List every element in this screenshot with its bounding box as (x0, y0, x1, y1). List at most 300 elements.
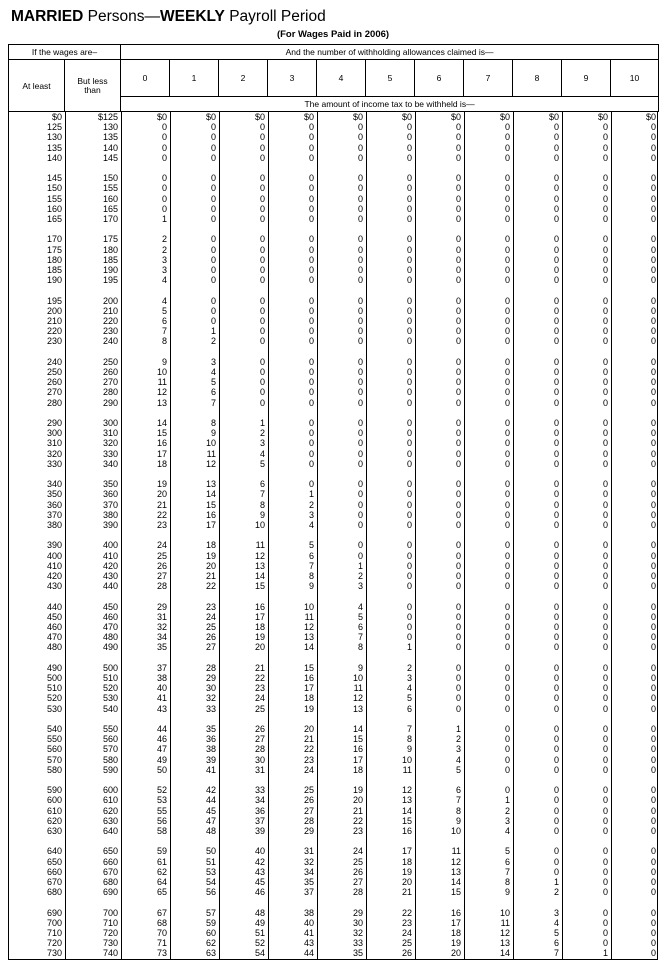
cell-withholding-8: 0 (553, 275, 559, 286)
cell-withholding-10: 0 (650, 928, 656, 939)
cell-withholding-7: 12 (499, 928, 510, 939)
cell-withholding-6: 15 (450, 887, 461, 898)
cell-withholding-2: 0 (259, 244, 265, 255)
cell-withholding-10: 0 (650, 254, 656, 265)
cell-withholding-6: 0 (455, 183, 461, 194)
cell-withholding-7: 0 (504, 754, 510, 765)
cell-at-least: 500 (46, 673, 62, 684)
cell-withholding-2: 8 (259, 499, 265, 510)
cell-at-least: 270 (46, 387, 62, 398)
cell-withholding-9: 0 (602, 448, 608, 459)
cell-withholding-10: 0 (650, 336, 656, 347)
cell-withholding-2: 0 (259, 254, 265, 265)
cell-withholding-8: 0 (553, 316, 559, 327)
cell-withholding-4: 2 (357, 571, 363, 582)
cell-withholding-0: 8 (161, 336, 167, 347)
cell-but-less-than: 660 (102, 856, 118, 867)
cell-withholding-5: 0 (406, 152, 412, 163)
cell-at-least: 540 (46, 724, 62, 735)
cell-withholding-5: 0 (406, 305, 412, 316)
cell-withholding-8: 0 (553, 571, 559, 582)
cell-withholding-5: 5 (406, 693, 412, 704)
cell-withholding-9: 0 (602, 214, 608, 225)
cell-withholding-5: 0 (406, 275, 412, 286)
cell-withholding-2: 0 (259, 326, 265, 337)
cell-withholding-5: 0 (406, 622, 412, 633)
cell-withholding-7: 6 (504, 856, 510, 867)
cell-withholding-6: 0 (455, 520, 461, 531)
cell-withholding-8: 0 (553, 203, 559, 214)
cell-withholding-3: 0 (308, 305, 314, 316)
cell-withholding-1: 32 (205, 693, 216, 704)
cell-withholding-7: 0 (504, 336, 510, 347)
cell-withholding-2: 15 (254, 581, 265, 592)
cell-but-less-than: 580 (102, 754, 118, 765)
cell-withholding-7: 0 (504, 693, 510, 704)
cell-withholding-1: 44 (205, 795, 216, 806)
cell-withholding-1: 45 (205, 805, 216, 816)
cell-withholding-5: 0 (406, 173, 412, 184)
cell-withholding-2: 0 (259, 336, 265, 347)
cell-but-less-than: 740 (102, 948, 118, 959)
cell-at-least: 165 (46, 214, 62, 225)
cell-withholding-0: 58 (156, 826, 167, 837)
cell-withholding-2: 24 (254, 693, 265, 704)
cell-at-least: 730 (46, 948, 62, 959)
cell-withholding-4: 0 (357, 438, 363, 449)
cell-withholding-6: 0 (455, 581, 461, 592)
cell-but-less-than: 380 (102, 509, 118, 520)
cell-withholding-9: 0 (602, 418, 608, 429)
cell-withholding-7: 0 (504, 785, 510, 796)
cell-withholding-0: 16 (156, 438, 167, 449)
cell-withholding-5: 24 (401, 928, 412, 939)
cell-withholding-6: 0 (455, 418, 461, 429)
cell-withholding-10: 0 (650, 499, 656, 510)
cell-withholding-1: 42 (205, 785, 216, 796)
cell-withholding-8: 0 (553, 418, 559, 429)
cell-but-less-than: 720 (102, 928, 118, 939)
cell-withholding-6: 20 (450, 948, 461, 959)
cell-withholding-4: 13 (352, 703, 363, 714)
cell-withholding-0: 29 (156, 601, 167, 612)
cell-withholding-10: 0 (650, 815, 656, 826)
cell-withholding-7: 0 (504, 234, 510, 245)
cell-withholding-0: 26 (156, 560, 167, 571)
cell-withholding-7: 0 (504, 744, 510, 755)
cell-withholding-1: 0 (210, 295, 216, 306)
cell-withholding-9: 0 (602, 846, 608, 857)
cell-withholding-10: 0 (650, 734, 656, 745)
cell-withholding-3: 31 (303, 846, 314, 857)
cell-withholding-0: 18 (156, 458, 167, 469)
cell-withholding-3: 21 (303, 734, 314, 745)
cell-withholding-2: 37 (254, 815, 265, 826)
cell-withholding-2: 25 (254, 703, 265, 714)
cell-withholding-10: 0 (650, 907, 656, 918)
cell-withholding-9: 0 (602, 785, 608, 796)
cell-but-less-than: 155 (102, 183, 118, 194)
cell-but-less-than: 500 (102, 662, 118, 673)
cell-withholding-4: 0 (357, 173, 363, 184)
cell-withholding-6: 3 (455, 744, 461, 755)
cell-withholding-7: 4 (504, 826, 510, 837)
cell-withholding-9: 0 (602, 142, 608, 153)
cell-withholding-3: 16 (303, 673, 314, 684)
header-allowance-9: 9 (562, 60, 611, 97)
cell-withholding-8: 0 (553, 173, 559, 184)
cell-withholding-1: 62 (205, 938, 216, 949)
cell-withholding-4: 9 (357, 662, 363, 673)
cell-withholding-1: 0 (210, 173, 216, 184)
cell-but-less-than: 135 (102, 132, 118, 143)
cell-withholding-2: 45 (254, 877, 265, 888)
cell-but-less-than: 680 (102, 877, 118, 888)
cell-withholding-9: 0 (602, 560, 608, 571)
cell-withholding-4: 0 (357, 254, 363, 265)
cell-withholding-8: 0 (553, 744, 559, 755)
cell-withholding-8: 0 (553, 754, 559, 765)
cell-withholding-0: 37 (156, 662, 167, 673)
cell-at-least: 560 (46, 744, 62, 755)
cell-withholding-7: 2 (504, 805, 510, 816)
cell-withholding-9: 0 (602, 305, 608, 316)
cell-withholding-4: 6 (357, 622, 363, 633)
cell-withholding-0: 50 (156, 764, 167, 775)
cell-withholding-8: 0 (553, 397, 559, 408)
cell-withholding-0: 24 (156, 540, 167, 551)
cell-withholding-4: 0 (357, 122, 363, 133)
cell-withholding-6: 0 (455, 336, 461, 347)
cell-withholding-7: 0 (504, 520, 510, 531)
cell-at-least: 460 (46, 622, 62, 633)
cell-withholding-1: 57 (205, 907, 216, 918)
cell-withholding-3: 10 (303, 601, 314, 612)
cell-at-least: 670 (46, 877, 62, 888)
cell-withholding-1: 54 (205, 877, 216, 888)
column-divider-3 (170, 112, 171, 959)
cell-withholding-8: 0 (553, 622, 559, 633)
cell-withholding-5: 0 (406, 611, 412, 622)
cell-withholding-2: 6 (259, 479, 265, 490)
cell-withholding-1: 5 (210, 377, 216, 388)
cell-withholding-5: 0 (406, 571, 412, 582)
cell-withholding-10: 0 (650, 611, 656, 622)
cell-withholding-1: 4 (210, 367, 216, 378)
cell-at-least: 240 (46, 356, 62, 367)
cell-but-less-than: 590 (102, 764, 118, 775)
cell-withholding-2: 36 (254, 805, 265, 816)
cell-withholding-8: 0 (553, 479, 559, 490)
cell-withholding-0: 13 (156, 397, 167, 408)
cell-but-less-than: 690 (102, 887, 118, 898)
cell-withholding-8: 0 (553, 550, 559, 561)
cell-withholding-7: 0 (504, 377, 510, 388)
header-but-less-line1: But less (77, 75, 108, 86)
cell-withholding-9: 0 (602, 632, 608, 643)
cell-withholding-7: 0 (504, 662, 510, 673)
cell-withholding-1: 23 (205, 601, 216, 612)
column-divider-2 (121, 112, 122, 959)
cell-withholding-10: 0 (650, 214, 656, 225)
cell-withholding-0: 55 (156, 805, 167, 816)
cell-at-least: 530 (46, 703, 62, 714)
cell-withholding-1: 28 (205, 662, 216, 673)
cell-withholding-3: 0 (308, 142, 314, 153)
cell-withholding-2: 0 (259, 275, 265, 286)
cell-withholding-5: 26 (401, 948, 412, 959)
cell-withholding-3: 5 (308, 540, 314, 551)
cell-withholding-4: 18 (352, 764, 363, 775)
cell-withholding-5: 0 (406, 336, 412, 347)
cell-withholding-5: 0 (406, 428, 412, 439)
cell-withholding-9: 0 (602, 917, 608, 928)
cell-withholding-9: 0 (602, 152, 608, 163)
cell-but-less-than: 185 (102, 254, 118, 265)
cell-withholding-1: 41 (205, 764, 216, 775)
cell-withholding-7: 0 (504, 499, 510, 510)
cell-withholding-8: 0 (553, 815, 559, 826)
cell-withholding-7: 0 (504, 764, 510, 775)
cell-withholding-3: 20 (303, 724, 314, 735)
cell-withholding-7: 0 (504, 581, 510, 592)
cell-at-least: 380 (46, 520, 62, 531)
cell-withholding-7: 0 (504, 724, 510, 735)
cell-withholding-5: 0 (406, 458, 412, 469)
cell-withholding-2: 26 (254, 724, 265, 735)
cell-withholding-6: 0 (455, 479, 461, 490)
cell-withholding-4: 33 (352, 938, 363, 949)
cell-withholding-2: 0 (259, 122, 265, 133)
cell-withholding-2: 43 (254, 866, 265, 877)
cell-withholding-5: 0 (406, 142, 412, 153)
cell-withholding-6: 0 (455, 234, 461, 245)
cell-withholding-2: 0 (259, 295, 265, 306)
cell-withholding-10: 0 (650, 509, 656, 520)
cell-at-least: 180 (46, 254, 62, 265)
cell-withholding-7: 0 (504, 316, 510, 327)
cell-withholding-0: 2 (161, 234, 167, 245)
cell-withholding-3: 0 (308, 152, 314, 163)
cell-withholding-1: 0 (210, 254, 216, 265)
cell-withholding-8: 0 (553, 611, 559, 622)
cell-withholding-7: 0 (504, 418, 510, 429)
cell-withholding-2: 0 (259, 387, 265, 398)
cell-withholding-8: 0 (553, 581, 559, 592)
cell-withholding-2: 17 (254, 611, 265, 622)
cell-withholding-5: 4 (406, 683, 412, 694)
header-row-columns (9, 60, 659, 97)
cell-at-least: 470 (46, 632, 62, 643)
cell-withholding-3: 0 (308, 387, 314, 398)
cell-withholding-7: 0 (504, 550, 510, 561)
cell-withholding-2: 30 (254, 754, 265, 765)
cell-withholding-1: 33 (205, 703, 216, 714)
cell-withholding-6: 0 (455, 203, 461, 214)
cell-but-less-than: 180 (102, 244, 118, 255)
cell-withholding-7: 1 (504, 795, 510, 806)
cell-withholding-6: 0 (455, 571, 461, 582)
cell-withholding-6: 0 (455, 601, 461, 612)
cell-but-less-than: 480 (102, 632, 118, 643)
cell-withholding-5: 20 (401, 877, 412, 888)
cell-withholding-7: 10 (499, 907, 510, 918)
cell-withholding-9: 0 (602, 428, 608, 439)
cell-withholding-2: 49 (254, 917, 265, 928)
cell-withholding-1: 56 (205, 887, 216, 898)
cell-withholding-4: 29 (352, 907, 363, 918)
cell-withholding-4: 0 (357, 448, 363, 459)
cell-withholding-1: 0 (210, 122, 216, 133)
cell-withholding-9: 0 (602, 764, 608, 775)
cell-but-less-than: 320 (102, 438, 118, 449)
cell-withholding-5: 0 (406, 387, 412, 398)
cell-withholding-6: 0 (455, 316, 461, 327)
cell-withholding-8: 0 (553, 785, 559, 796)
cell-withholding-0: 1 (161, 214, 167, 225)
cell-at-least: 150 (46, 183, 62, 194)
cell-withholding-8: 0 (553, 724, 559, 735)
cell-withholding-0: $0 (156, 112, 167, 122)
cell-withholding-0: 67 (156, 907, 167, 918)
cell-withholding-10: 0 (650, 448, 656, 459)
cell-withholding-9: 1 (602, 948, 608, 959)
cell-withholding-2: 22 (254, 673, 265, 684)
cell-withholding-6: 11 (451, 846, 461, 857)
cell-withholding-10: 0 (650, 193, 656, 204)
cell-at-least: 450 (46, 611, 62, 622)
cell-withholding-2: 46 (254, 887, 265, 898)
cell-withholding-0: 44 (156, 724, 167, 735)
cell-withholding-9: 0 (602, 254, 608, 265)
header-allowance-8: 8 (513, 60, 562, 97)
cell-withholding-4: 0 (357, 520, 363, 531)
cell-withholding-10: 0 (650, 846, 656, 857)
cell-withholding-7: 0 (504, 173, 510, 184)
cell-withholding-4: 19 (352, 785, 363, 796)
cell-withholding-8: 0 (553, 183, 559, 194)
cell-withholding-4: 0 (357, 142, 363, 153)
cell-withholding-7: 0 (504, 601, 510, 612)
cell-withholding-2: 0 (259, 377, 265, 388)
cell-but-less-than: 300 (102, 418, 118, 429)
cell-withholding-4: 4 (357, 601, 363, 612)
cell-withholding-6: 2 (455, 734, 461, 745)
cell-at-least: 630 (46, 826, 62, 837)
cell-withholding-7: 0 (504, 632, 510, 643)
cell-withholding-5: 3 (406, 673, 412, 684)
cell-withholding-2: 34 (254, 795, 265, 806)
cell-withholding-2: 0 (259, 183, 265, 194)
tax-table-body (8, 112, 658, 960)
cell-withholding-1: 59 (205, 917, 216, 928)
cell-but-less-than: 550 (102, 724, 118, 735)
cell-withholding-5: 0 (406, 397, 412, 408)
cell-withholding-9: 0 (602, 234, 608, 245)
cell-withholding-0: 19 (156, 479, 167, 490)
cell-withholding-3: 25 (303, 785, 314, 796)
cell-at-least: 250 (46, 367, 62, 378)
header-amount-label: The amount of income tax to be withheld is— (121, 97, 659, 112)
cell-withholding-10: 0 (650, 152, 656, 163)
cell-withholding-4: 0 (357, 458, 363, 469)
column-divider-5 (268, 112, 269, 959)
cell-withholding-0: 12 (156, 387, 167, 398)
cell-withholding-9: 0 (602, 581, 608, 592)
cell-but-less-than: 440 (102, 581, 118, 592)
cell-but-less-than: 610 (102, 795, 118, 806)
cell-withholding-2: 54 (254, 948, 265, 959)
cell-withholding-0: 0 (161, 122, 167, 133)
cell-at-least: 200 (46, 305, 62, 316)
cell-withholding-0: 3 (161, 265, 167, 276)
cell-withholding-0: 65 (156, 887, 167, 898)
cell-withholding-0: 70 (156, 928, 167, 939)
cell-withholding-7: 0 (504, 122, 510, 133)
cell-withholding-9: 0 (602, 489, 608, 500)
cell-withholding-7: 3 (504, 815, 510, 826)
cell-at-least: 640 (46, 846, 62, 857)
header-allowance-7: 7 (464, 60, 513, 97)
cell-withholding-2: 13 (254, 560, 265, 571)
cell-withholding-7: 0 (504, 560, 510, 571)
cell-at-least: 145 (46, 173, 62, 184)
cell-withholding-8: 0 (553, 387, 559, 398)
cell-withholding-5: 0 (406, 509, 412, 520)
cell-at-least: 710 (46, 928, 62, 939)
cell-at-least: 195 (46, 295, 62, 306)
cell-withholding-10: $0 (645, 112, 656, 122)
column-divider-10 (513, 112, 514, 959)
cell-withholding-4: 21 (352, 805, 363, 816)
cell-withholding-3: 0 (308, 244, 314, 255)
cell-withholding-10: 0 (650, 581, 656, 592)
cell-withholding-6: 0 (455, 244, 461, 255)
title-weekly: WEEKLY (160, 8, 225, 25)
cell-withholding-0: 20 (156, 489, 167, 500)
cell-withholding-8: 6 (553, 938, 559, 949)
cell-withholding-0: 35 (156, 642, 167, 653)
cell-withholding-1: 0 (210, 234, 216, 245)
cell-withholding-3: 0 (308, 448, 314, 459)
cell-withholding-0: 71 (156, 938, 167, 949)
cell-at-least: 580 (46, 764, 62, 775)
cell-withholding-8: 0 (553, 254, 559, 265)
cell-withholding-1: 13 (205, 479, 216, 490)
cell-withholding-4: 0 (357, 244, 363, 255)
cell-withholding-10: 0 (650, 642, 656, 653)
cell-withholding-3: 0 (308, 254, 314, 265)
cell-withholding-4: 16 (352, 744, 363, 755)
cell-withholding-1: 38 (205, 744, 216, 755)
cell-withholding-1: 21 (205, 571, 216, 582)
cell-withholding-4: 35 (352, 948, 363, 959)
cell-withholding-2: 12 (254, 550, 265, 561)
cell-withholding-0: 25 (156, 550, 167, 561)
cell-withholding-6: 0 (455, 499, 461, 510)
cell-withholding-6: $0 (450, 112, 461, 122)
cell-withholding-6: 0 (455, 673, 461, 684)
cell-but-less-than: 165 (102, 203, 118, 214)
cell-at-least: 550 (46, 734, 62, 745)
cell-withholding-9: 0 (602, 642, 608, 653)
cell-but-less-than: 260 (102, 367, 118, 378)
cell-withholding-9: 0 (602, 438, 608, 449)
cell-withholding-4: 23 (352, 826, 363, 837)
cell-withholding-5: 0 (406, 234, 412, 245)
cell-withholding-7: 0 (504, 183, 510, 194)
cell-withholding-2: 21 (254, 662, 265, 673)
